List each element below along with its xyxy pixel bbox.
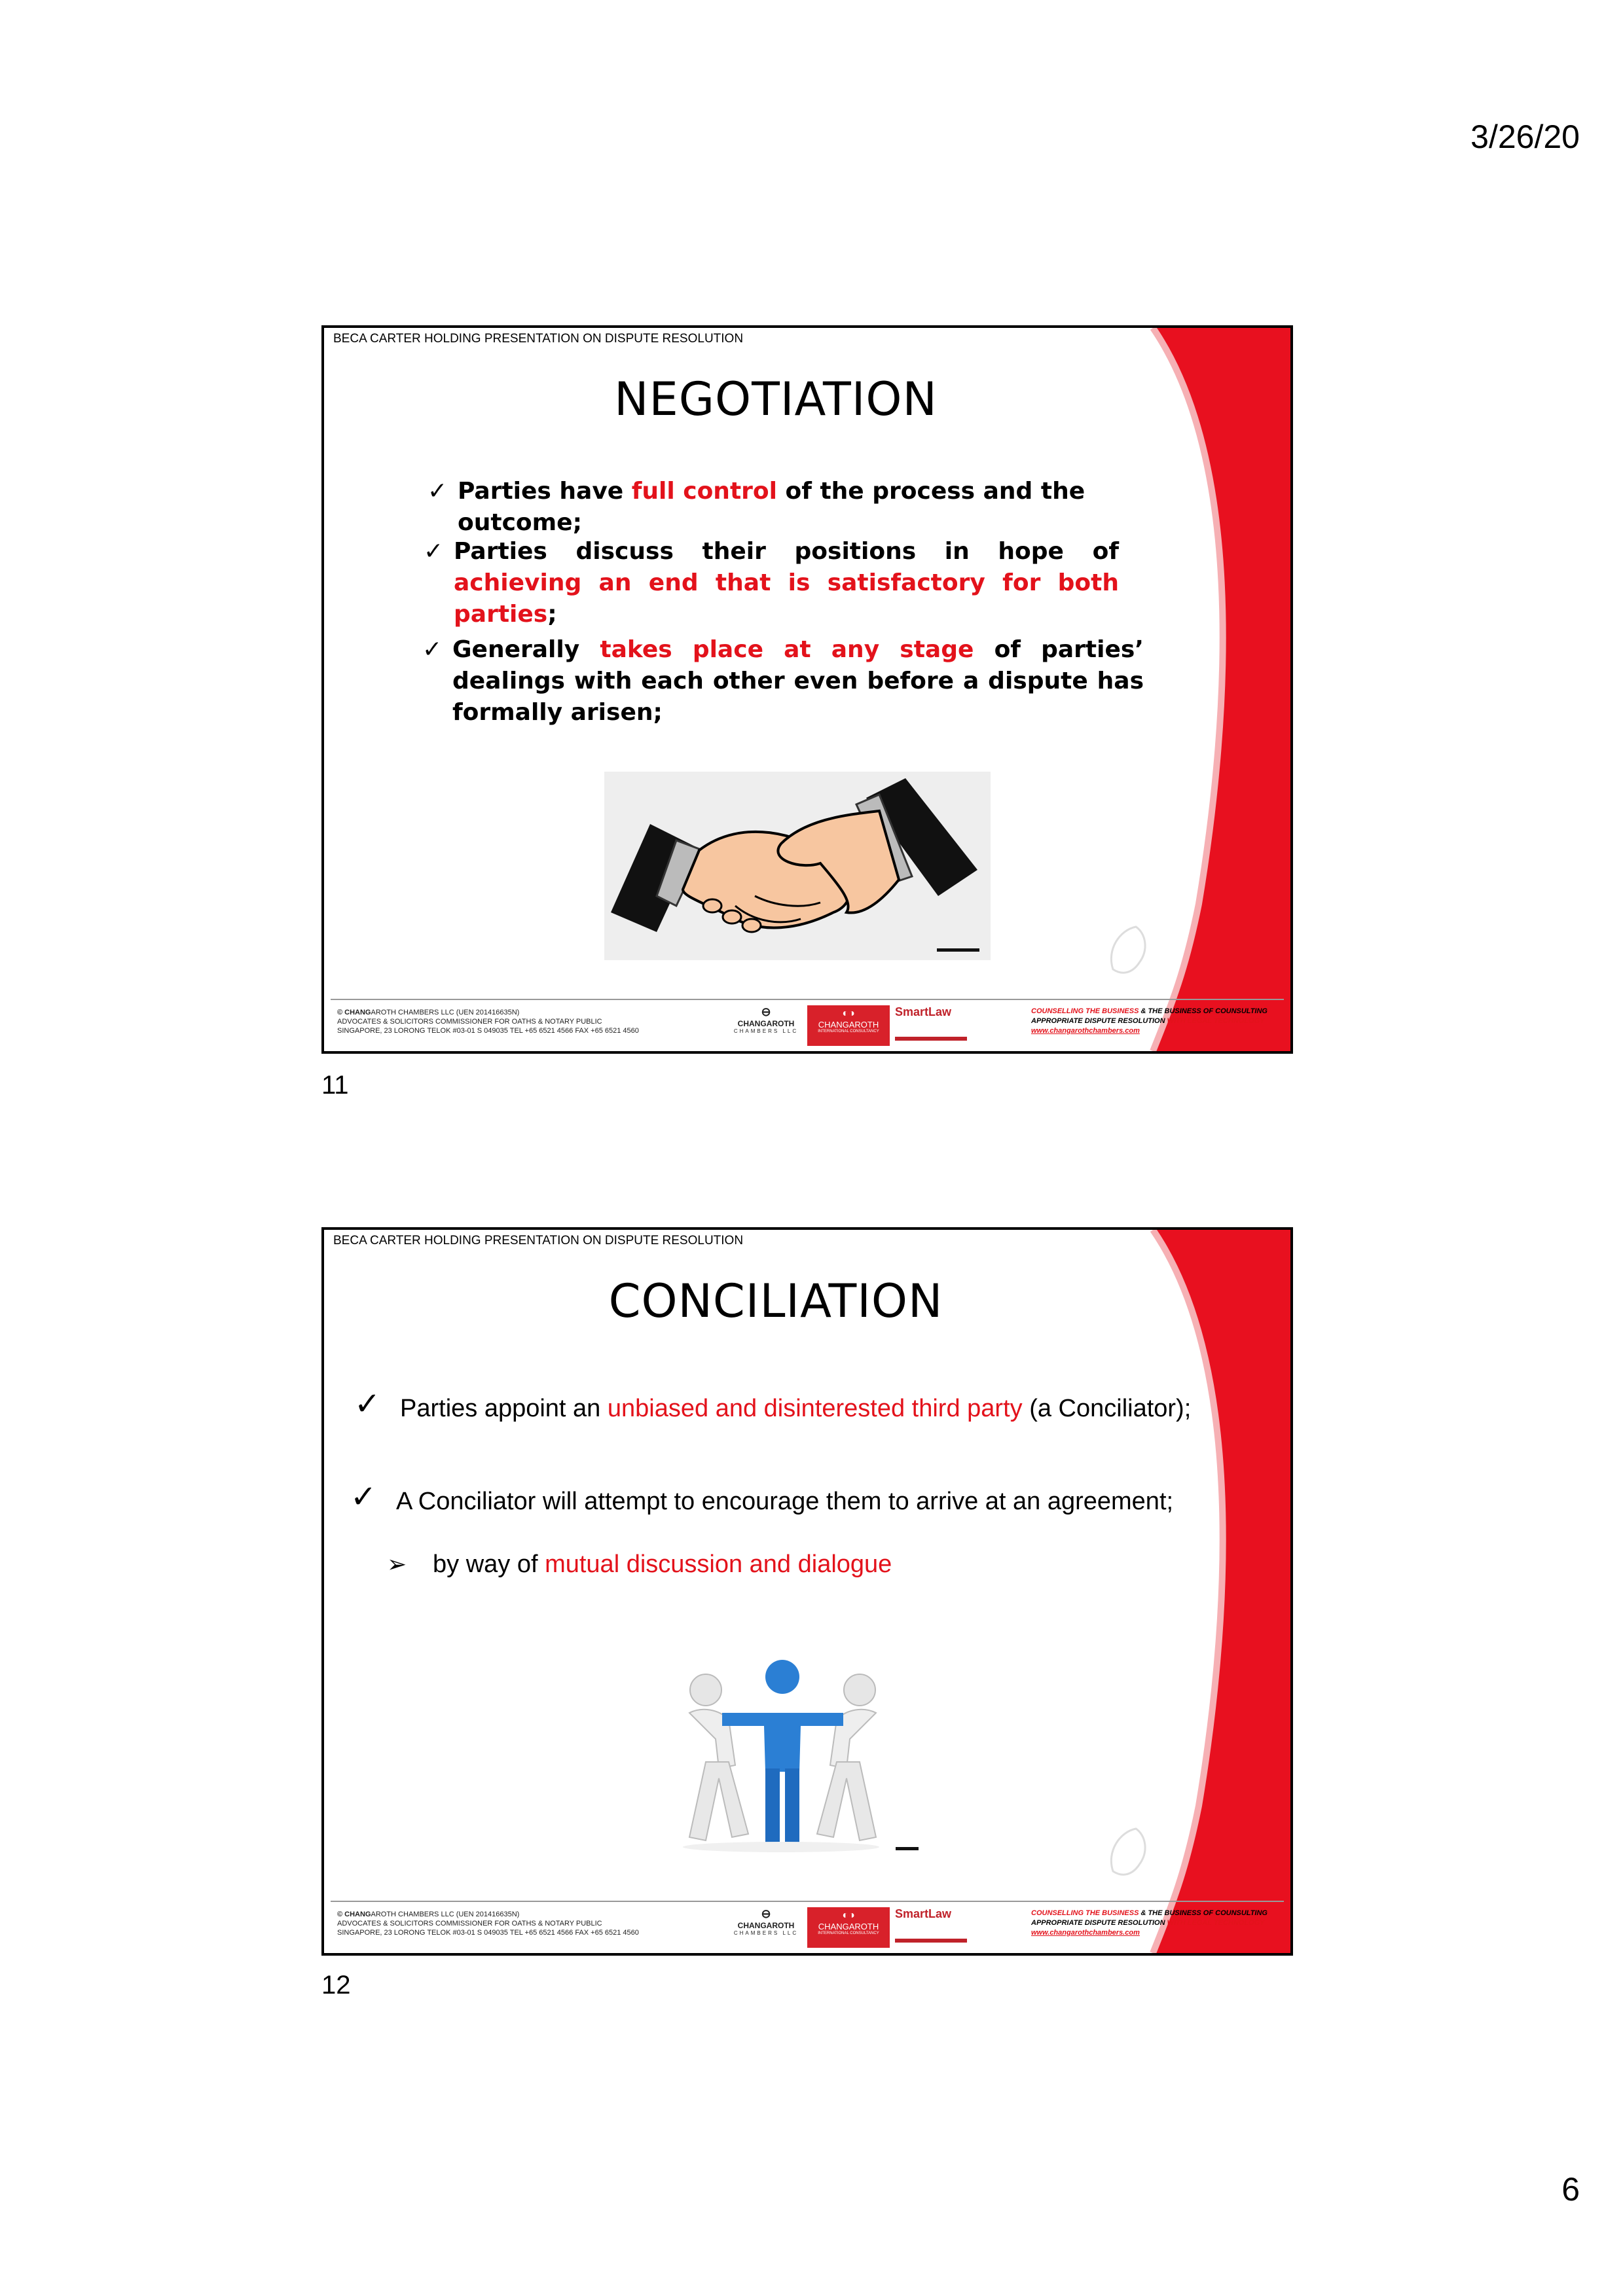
slide-footer [324, 999, 1290, 1051]
arrow-bullet-icon: ➢ [387, 1551, 407, 1577]
checkmark-icon: ✓ [428, 478, 448, 505]
bullet-item: ✓ Parties discuss their positions in hope of achieving an end that is satisfactory for both parties; [454, 536, 1119, 630]
footer-tagline: COUNSELLING THE BUSINESS & THE BUSINESS OF COUNSULTING APPROPRIATE DISPUTE RESOLUTION WITH LEGAL TECHNOLOGY www.changarothchambers.com [1031, 1909, 1267, 1937]
slide-header: BECA CARTER HOLDING PRESENTATION ON DISPUTE RESOLUTION [333, 1234, 744, 1247]
bullet-item: ✓ Parties appoint an unbiased and disinterested third party (a Conciliator); [400, 1386, 1192, 1431]
smartlaw-logo: SmartLaw [895, 1907, 974, 1948]
bullet-item: ✓ Generally takes place at any stage of parties’ dealings with each other even before a dispute has formally arisen; [452, 634, 1144, 728]
changaroth-chambers-logo: ⊖ CHANGAROTH CHAMBERS LLC [733, 1005, 799, 1034]
sub-bullet-item: ➢ by way of mutual discussion and dialogue [433, 1541, 1153, 1587]
smartlaw-logo: SmartLaw [895, 1005, 974, 1046]
mediator-figures-illustration [644, 1654, 919, 1857]
slide-conciliation [321, 1227, 1293, 1956]
checkmark-icon: ✓ [422, 636, 443, 663]
bullet-item: ✓ Parties have full control of the process and the outcome; [458, 476, 1178, 539]
changaroth-consultancy-logo: ◐◑ CHANGAROTH INTERNATIONAL CONSULTANCY [807, 1005, 890, 1046]
checkmark-icon: ✓ [424, 538, 444, 565]
slide-number: 12 [321, 1971, 351, 2000]
watermark-lion-icon [1100, 917, 1159, 982]
website-link[interactable]: www.changarothchambers.com [1031, 1027, 1140, 1035]
footer-firm-info: © CHANGAROTH CHAMBERS LLC (UEN 201416635N) ADVOCATES & SOLICITORS COMMISSIONER FOR OATHS & NOTARY PUBLIC SINGAPORE, 23 LORONG TELOK #03-01 S 049035 TEL +65 6521 4566 FAX +65 6521 4560 [337, 1910, 639, 1937]
bullet-item: ✓ A Conciliator will attempt to encourage them to arrive at an agreement; [396, 1479, 1221, 1524]
changaroth-consultancy-logo: ◐◑ CHANGAROTH INTERNATIONAL CONSULTANCY [807, 1907, 890, 1948]
handshake-illustration [604, 772, 991, 960]
slide-negotiation [321, 325, 1293, 1054]
slide-number: 11 [321, 1071, 349, 1100]
changaroth-chambers-logo: ⊖ CHANGAROTH CHAMBERS LLC [733, 1907, 799, 1936]
footer-tagline: COUNSELLING THE BUSINESS & THE BUSINESS OF COUNSULTING APPROPRIATE DISPUTE RESOLUTION WITH LEGAL TECHNOLOGY www.changarothchambers.com [1031, 1007, 1267, 1035]
slide-title: NEGOTIATION [614, 372, 938, 426]
checkmark-icon: ✓ [354, 1387, 381, 1422]
page-number: 6 [1561, 2171, 1580, 2208]
slide-footer [324, 1901, 1290, 1953]
footer-firm-info: © CHANGAROTH CHAMBERS LLC (UEN 201416635N) ADVOCATES & SOLICITORS COMMISSIONER FOR OATHS & NOTARY PUBLIC SINGAPORE, 23 LORONG TELOK #03-01 S 049035 TEL +65 6521 4566 FAX +65 6521 4560 [337, 1009, 639, 1035]
slide-header: BECA CARTER HOLDING PRESENTATION ON DISPUTE RESOLUTION [333, 332, 744, 346]
website-link[interactable]: www.changarothchambers.com [1031, 1929, 1140, 1937]
watermark-lion-icon [1100, 1819, 1159, 1884]
slide-title: CONCILIATION [608, 1274, 943, 1328]
page-date: 3/26/20 [1470, 118, 1580, 155]
checkmark-icon: ✓ [350, 1480, 377, 1515]
